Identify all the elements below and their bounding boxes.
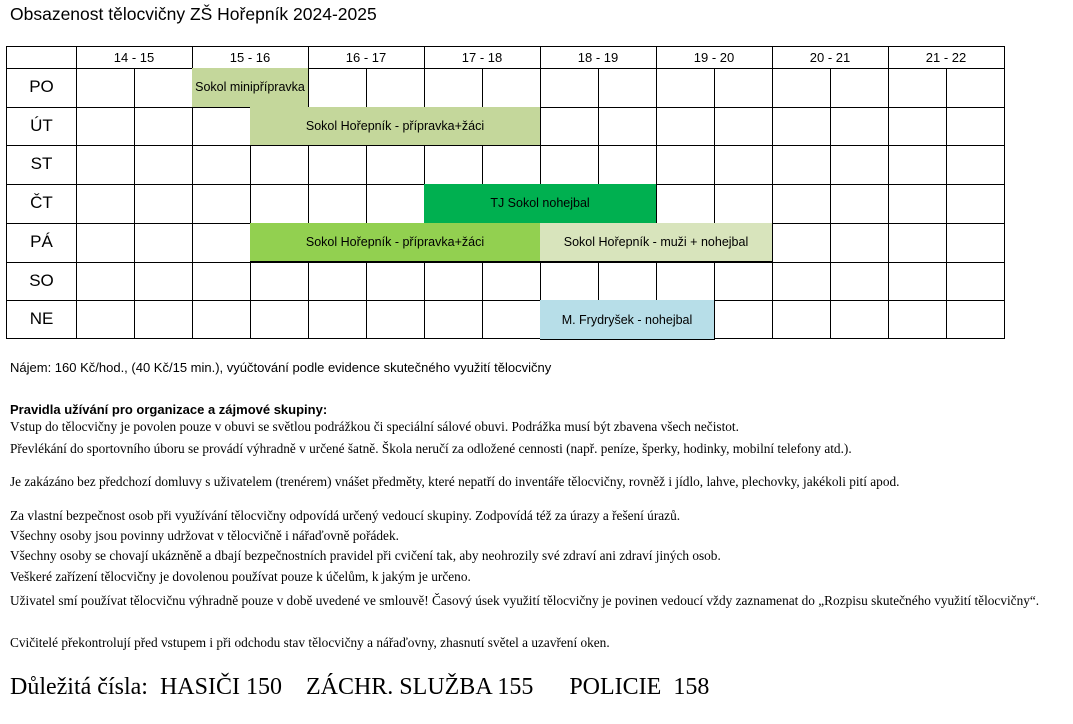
rule-item: Uživatel smí používat tělocvičnu výhradně pouze v době uvedené ve smlouvě! Časový úsek využití tělocvičny je povinen vedoucí vždy zaznamenat do „Rozpisu skutečného využití tělocvičny“. — [10, 593, 1040, 608]
police-number: POLICIE 158 — [569, 674, 710, 700]
rule-item: Vstup do tělocvičny je povolen pouze v obuvi se světlou podrážkou či speciální sálové obuvi. Podrážka musí být zbavena všech nečistot. — [10, 419, 739, 434]
day-label: NE — [29, 309, 54, 329]
day-label: ST — [30, 154, 53, 174]
rule-item: Cvičitelé překontrolují před vstupem i při odchodu stav tělocvičny a nářaďovny, zhasnutí světel a uzavření oken. — [10, 635, 610, 650]
hour-divider — [76, 47, 77, 338]
hour-divider — [888, 47, 889, 338]
rent-note: Nájem: 160 Kč/hod., (40 Kč/15 min.), vyúčtování podle evidence skutečného využití tělocvičny — [10, 360, 552, 375]
important-numbers — [10, 674, 709, 701]
half-hour-divider — [830, 68, 831, 338]
day-label: PO — [29, 77, 54, 96]
rule-item: Veškeré zařízení tělocvičny je dovolenou používat pouze k účelům, k jakým je určeno. — [10, 569, 471, 584]
day-label: PÁ — [30, 231, 53, 251]
half-hour-divider — [134, 68, 135, 338]
hour-header: 16 - 17 — [345, 50, 387, 65]
rule-item: Všechny osoby se chovají ukázněně a dbají bezpečnostních pravidel při cvičení tak, aby neohrozily své zdraví ani zdraví jiných osob. — [10, 548, 721, 563]
rule-item: Všechny osoby jsou povinny udržovat v tělocvičně i nářaďovně pořádek. — [10, 528, 399, 543]
important-numbers-label: Důležitá čísla: — [10, 674, 148, 700]
hour-header: 14 - 15 — [113, 50, 155, 65]
rules-heading: Pravidla užívání pro organizace a zájmové skupiny: — [10, 402, 328, 417]
row-divider — [7, 68, 1004, 69]
day-label: ČT — [30, 193, 53, 213]
row-divider — [7, 300, 1004, 301]
hour-header: 21 - 22 — [925, 50, 967, 65]
hour-divider — [772, 47, 773, 338]
ambulance-number: ZÁCHR. SLUŽBA 155 — [305, 674, 534, 700]
rule-item: Je zakázáno bez předchozí domluvy s uživatelem (trenérem) vnášet předměty, které nepatří do inventáře tělocvičny, rovněž i jídlo, lahve, plechovky, jakékoli pití apod. — [10, 474, 900, 489]
hour-header: 20 - 21 — [809, 50, 851, 65]
hour-header: 19 - 20 — [693, 50, 735, 65]
booking-block: TJ Sokol nohejbal — [424, 184, 657, 224]
fire-number: HASIČI 150 — [159, 674, 282, 700]
day-label: ÚT — [30, 115, 53, 135]
hour-header: 15 - 16 — [229, 50, 271, 65]
hour-header: 17 - 18 — [461, 50, 503, 65]
schedule-grid — [6, 46, 1005, 339]
booking-block: Sokol Hořepník - muži + nohejbal — [540, 223, 773, 263]
booking-block: Sokol minipřípravka — [192, 68, 309, 108]
booking-block: Sokol Hořepník - přípravka+žáci — [250, 223, 541, 263]
page-title: Obsazenost tělocvičny ZŠ Hořepník 2024-2025 — [10, 4, 377, 24]
rule-item: Za vlastní bezpečnost osob při využívání tělocvičny odpovídá určený vedoucí skupiny. Zodpovídá též za úrazy a řešení úrazů. — [10, 508, 681, 523]
booking-block: Sokol Hořepník - přípravka+žáci — [250, 107, 541, 147]
hour-header: 18 - 19 — [577, 50, 619, 65]
half-hour-divider — [714, 68, 715, 338]
rule-item: Převlékání do sportovního úboru se provádí výhradně v určené šatně. Škola neručí za odložené cennosti (např. peníze, šperky, hodinky, mobilní telefony atd.). — [10, 441, 852, 456]
half-hour-divider — [946, 68, 947, 338]
day-label: SO — [29, 270, 54, 290]
booking-block: M. Frydryšek - nohejbal — [540, 300, 715, 340]
